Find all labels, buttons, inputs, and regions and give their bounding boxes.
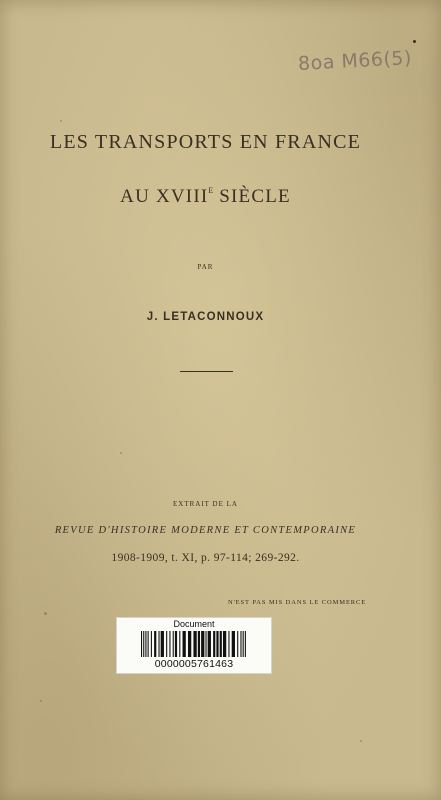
title-line-1: LES TRANSPORTS EN FRANCE [49, 131, 362, 153]
barcode-bar [232, 631, 235, 657]
title-superscript: E [208, 186, 214, 195]
barcode-bar [198, 631, 200, 657]
handwritten-shelfmark: 8oa M66(5) [297, 47, 413, 75]
barcode-bar [143, 631, 144, 657]
barcode-bar [208, 631, 211, 657]
barcode-bar [228, 631, 229, 657]
barcode-bar [201, 631, 204, 657]
paper-speck [360, 740, 362, 742]
barcode-bar [183, 631, 186, 657]
barcode-bar [205, 631, 206, 657]
barcode-icon [141, 631, 247, 657]
barcode-bar [173, 631, 174, 657]
barcode-sticker [116, 617, 272, 674]
barcode-bar [237, 631, 238, 657]
title-line-2-suffix: SIÈCLE [213, 186, 291, 207]
journal-title: REVUE D'HISTOIRE MODERNE ET CONTEMPORAINE [54, 525, 357, 536]
paper-speck [40, 700, 42, 702]
barcode-bar [151, 631, 152, 657]
barcode-bar [166, 631, 167, 657]
barcode-bar [193, 631, 196, 657]
barcode-bar [145, 631, 146, 657]
barcode-bar [175, 631, 177, 657]
barcode-bar [188, 631, 191, 657]
barcode-title: Document [173, 619, 215, 629]
paper-speck [60, 120, 62, 122]
author-name: J. LETACONNOUX [146, 311, 265, 323]
volume-reference: 1908-1909, t. XI, p. 97-114; 269-292. [111, 552, 300, 564]
barcode-bar [245, 631, 246, 657]
barcode-bar [179, 631, 180, 657]
by-label: PAR [197, 263, 214, 271]
barcode-bar [223, 631, 226, 657]
barcode-bar [216, 631, 218, 657]
title-line-2-prefix: AU XVIII [120, 186, 209, 207]
barcode-bar [154, 631, 156, 657]
barcode-bar [220, 631, 222, 657]
barcode-bar [213, 631, 215, 657]
barcode-bar [161, 631, 164, 657]
barcode-number: 0000005761463 [154, 658, 234, 670]
barcode-bar [240, 631, 241, 657]
not-for-sale-note: N'EST PAS MIS DANS LE COMMERCE [228, 599, 367, 606]
ink-dot [413, 40, 416, 43]
barcode-bar [158, 631, 159, 657]
paper-speck [120, 452, 122, 454]
divider-rule [180, 371, 233, 372]
paper-speck [44, 612, 47, 615]
barcode-bar [243, 631, 244, 657]
title-line-2 [0, 186, 411, 208]
extract-label: EXTRAIT DE LA [173, 500, 238, 508]
barcode-bar [141, 631, 142, 657]
barcode-bar [148, 631, 149, 657]
barcode-bar [169, 631, 170, 657]
